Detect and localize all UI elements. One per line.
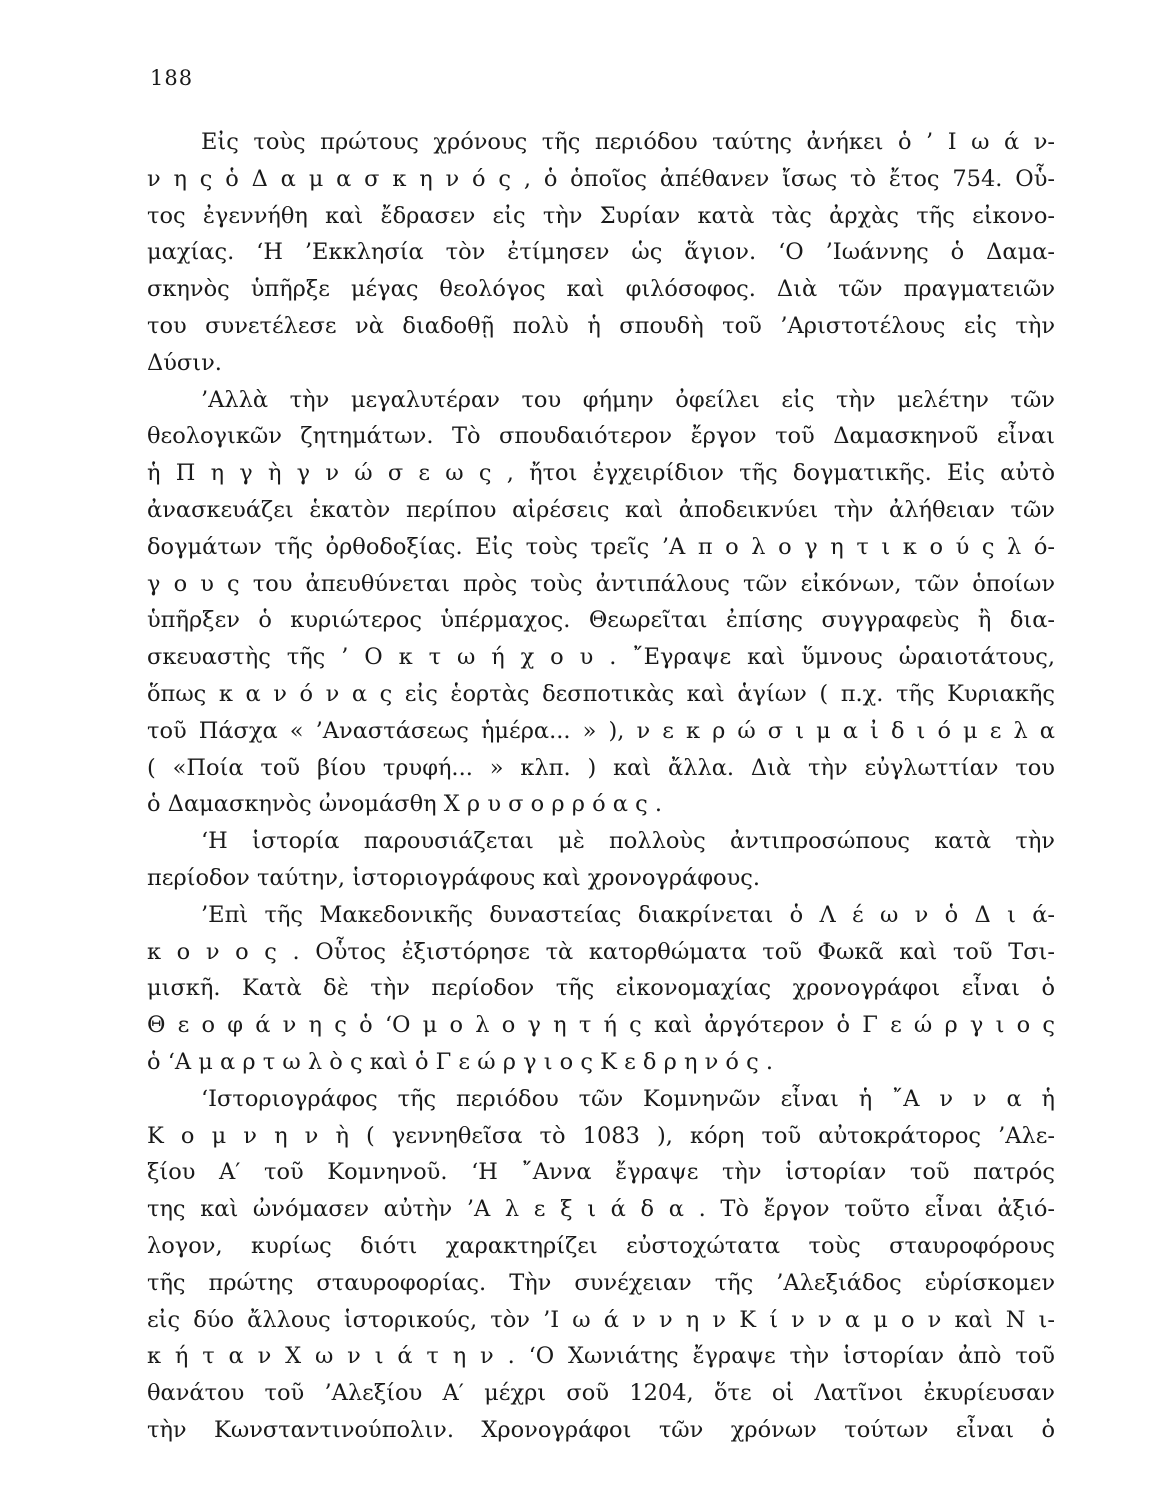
- text-line: ‘Η ἱστορία παρουσιάζεται μὲ πολλοὺς ἀντιπροσώπους κατὰ τὴν: [201, 828, 1055, 855]
- text-line: λογον, κυρίως διότι χαρακτηρίζει εὐστοχώτατα τοὺς σταυροφόρους: [147, 1232, 1055, 1259]
- text-line: ἡ Π η γ ὴ γ ν ώ σ ε ω ς , ἤτοι ἐγχειρίδιον τῆς δογματικῆς. Εἰς αὐτὸ: [147, 460, 1055, 487]
- text-line: ὅπως κ α ν ό ν α ς εἰς ἑορτὰς δεσποτικὰς καὶ ἁγίων ( π.χ. τῆς Κυριακῆς: [147, 680, 1055, 707]
- text-line: τοῦ Πάσχα « ’Αναστάσεως ἡμέρα... » ), ν ε κ ρ ώ σ ι μ α ἰ δ ι ό μ ε λ α: [147, 717, 1055, 744]
- text-line: Θ ε ο φ ά ν η ς ὁ ‘Ο μ ο λ ο γ η τ ή ς καὶ ἀργότερον ὁ Γ ε ώ ρ γ ι ο ς: [147, 1012, 1055, 1039]
- text-line: τος ἐγεννήθη καὶ ἔδρασεν εἰς τὴν Συρίαν κατὰ τὰς ἀρχὰς τῆς εἰκονο-: [147, 202, 1055, 229]
- text-line: της καὶ ὠνόμασεν αὐτὴν ’Α λ ε ξ ι ά δ α . Τὸ ἔργον τοῦτο εἶναι ἀξιό-: [147, 1196, 1055, 1223]
- text-line: τῆς πρώτης σταυροφορίας. Τὴν συνέχειαν τῆς ’Αλεξιάδος εὑρίσκομεν: [147, 1269, 1055, 1296]
- text-line: μισκῆ. Κατὰ δὲ τὴν περίοδον τῆς εἰκονομαχίας χρονογράφοι εἶναι ὁ: [147, 975, 1055, 1002]
- text-line: τὴν Κωνσταντινούπολιν. Χρονογράφοι τῶν χρόνων τούτων εἶναι ὁ: [147, 1416, 1055, 1443]
- text-line: γ ο υ ς του ἀπευθύνεται πρὸς τοὺς ἀντιπάλους τῶν εἰκόνων, τῶν ὁποίων: [147, 570, 1055, 597]
- text-line: μαχίας. ‘Η ’Εκκλησία τὸν ἐτίμησεν ὡς ἅγιον. ‘Ο ’Ιωάννης ὁ Δαμα-: [147, 239, 1055, 266]
- text-line: ’Αλλὰ τὴν μεγαλυτέραν του φήμην ὀφείλει εἰς τὴν μελέτην τῶν: [201, 386, 1055, 413]
- text-line: θεολογικῶν ζητημάτων. Τὸ σπουδαιότερον ἔργον τοῦ Δαμασκηνοῦ εἶναι: [147, 423, 1055, 450]
- text-line: ὁ ‘Α μ α ρ τ ω λ ὸ ς καὶ ὁ Γ ε ώ ρ γ ι ο ς Κ ε δ ρ η ν ό ς .: [147, 1048, 774, 1075]
- text-line: ‘Ιστοριογράφος τῆς περιόδου τῶν Κομνηνῶν εἶναι ἡ ῎Α ν ν α ἡ: [201, 1085, 1055, 1112]
- text-line: Εἰς τοὺς πρώτους χρόνους τῆς περιόδου ταύτης ἀνήκει ὁ ’ Ι ω ά ν-: [201, 129, 1055, 155]
- text-line: Δύσιν.: [147, 349, 222, 376]
- text-line: δογμάτων τῆς ὀρθοδοξίας. Εἰς τοὺς τρεῖς ’Α π ο λ ο γ η τ ι κ ο ύ ς λ ό-: [147, 533, 1055, 560]
- text-line: ὑπῆρξεν ὁ κυριώτερος ὑπέρμαχος. Θεωρεῖται ἐπίσης συγγραφεὺς ἢ δια-: [147, 607, 1055, 634]
- text-line: κ ο ν ο ς . Οὗτος ἐξιστόρησε τὰ κατορθώματα τοῦ Φωκᾶ καὶ τοῦ Τσι-: [147, 938, 1055, 965]
- paragraph: [147, 897, 1055, 1081]
- text-line: σκηνὸς ὑπῆρξε μέγας θεολόγος καὶ φιλόσοφος. Διὰ τῶν πραγματειῶν: [147, 276, 1055, 303]
- text-line: θανάτου τοῦ ’Αλεξίου Α′ μέχρι σοῦ 1204, ὅτε οἱ Λατῖνοι ἐκυρίευσαν: [147, 1380, 1055, 1407]
- text-line: του συνετέλεσε νὰ διαδοθῇ πολὺ ἡ σπουδὴ τοῦ ’Αριστοτέλους εἰς τὴν: [147, 312, 1055, 339]
- text-line: ’Επὶ τῆς Μακεδονικῆς δυναστείας διακρίνεται ὁ Λ έ ω ν ὁ Δ ι ά-: [201, 901, 1055, 928]
- page-number: 188: [150, 66, 194, 90]
- text-line: ξίου Α′ τοῦ Κομνηνοῦ. ‘Η ῎Αννα ἔγραψε τὴν ἱστορίαν τοῦ πατρός: [147, 1159, 1055, 1186]
- text-line: ἀνασκευάζει ἑκατὸν περίπου αἱρέσεις καὶ ἀποδεικνύει τὴν ἀλήθειαν τῶν: [147, 496, 1055, 523]
- text-line: περίοδον ταύτην, ἱστοριογράφους καὶ χρονογράφους.: [147, 864, 761, 891]
- paragraph: [147, 124, 1055, 382]
- text-line: κ ή τ α ν Χ ω ν ι ά τ η ν . ‘Ο Χωνιάτης ἔγραψε τὴν ἱστορίαν ἀπὸ τοῦ: [147, 1343, 1055, 1370]
- paragraph: [147, 1081, 1055, 1449]
- text-line: Κ ο μ ν η ν ὴ ( γεννηθεῖσα τὸ 1083 ), κόρη τοῦ αὐτοκράτορος ’Αλε-: [147, 1122, 1055, 1149]
- paragraph: [147, 382, 1055, 824]
- text-line: ( «Ποία τοῦ βίου τρυφή... » κλπ. ) καὶ ἄλλα. Διὰ τὴν εὐγλωττίαν του: [147, 754, 1055, 781]
- text-line: σκευαστὴς τῆς ’ Ο κ τ ω ή χ ο υ . ῎Εγραψε καὶ ὕμνους ὡραιοτάτους,: [147, 644, 1055, 671]
- paragraph: [147, 823, 1055, 897]
- text-line: εἰς δύο ἄλλους ἱστορικούς, τὸν ’Ι ω ά ν ν η ν Κ ί ν ν α μ ο ν καὶ Ν ι-: [147, 1306, 1055, 1333]
- body-text: [147, 124, 1055, 1449]
- text-line: ν η ς ὁ Δ α μ α σ κ η ν ό ς , ὁ ὁποῖος ἀπέθανεν ἴσως τὸ ἔτος 754. Οὗ-: [147, 165, 1055, 192]
- text-line: ὁ Δαμασκηνὸς ὠνομάσθη Χ ρ υ σ ο ρ ρ ό α ς .: [147, 791, 663, 818]
